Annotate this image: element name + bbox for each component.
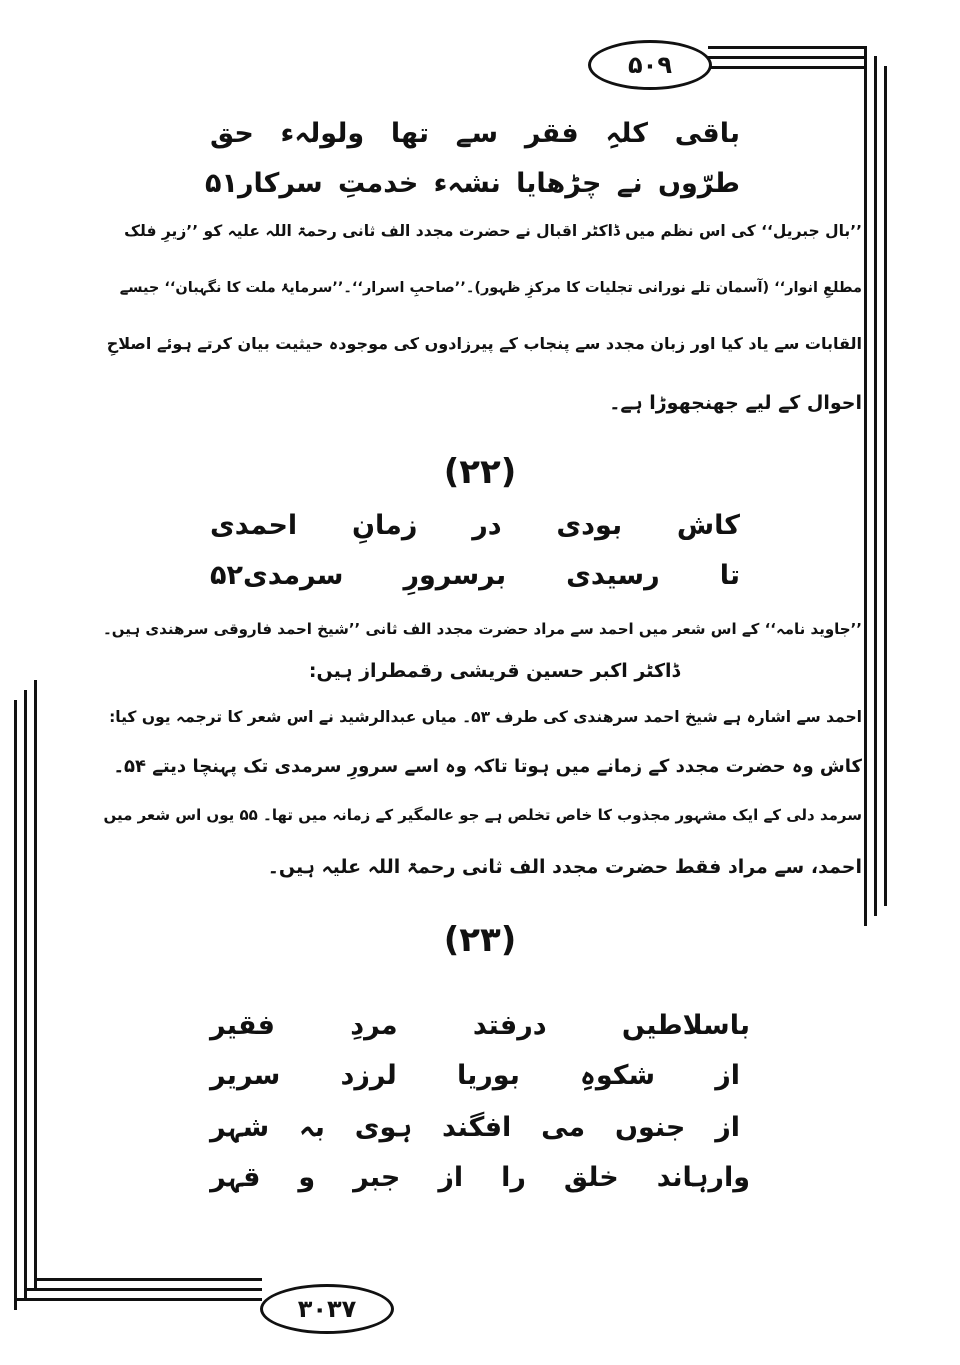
- verse-word: برسرورِ: [403, 560, 507, 591]
- verse-word: جنوں: [614, 1112, 686, 1143]
- verse-word: وارہاند: [656, 1162, 750, 1193]
- verse-word: در: [472, 510, 502, 541]
- para1-line1: ’’بال جبریل‘‘ کی اس نظم میں ڈاکٹر اقبال نے حضرت مجدد الف ثانی رحمۃ اللہ علیہ کو ’’زیرِ فلک: [124, 222, 862, 240]
- verse-word: مردِ: [350, 1010, 398, 1041]
- verse-word: باقی: [674, 118, 740, 149]
- verse-word: سے: [455, 118, 499, 149]
- frame-bottom-line-2: [24, 1288, 262, 1291]
- verse3-line3: [210, 1112, 740, 1143]
- frame-bottom-line-3: [34, 1278, 262, 1281]
- verse-word: تا: [719, 560, 740, 591]
- verse-word: طرّوں: [657, 168, 740, 199]
- frame-left-line-1: [14, 700, 17, 1310]
- frame-top-line-2: [708, 56, 866, 59]
- para2-line2: ڈاکٹر اکبر حسین قریشی رقمطراز ہیں:: [308, 660, 680, 682]
- verse-word: زمانِ: [351, 510, 418, 541]
- verse-word: از: [438, 1162, 464, 1193]
- para1-line2: مطلعِ انوار‘‘ (آسمان تلے نورانی تجلیات کا مرکزِ ظہور)۔’’صاحبِ اسرار‘‘۔’’سرمایۂ ملت کا نگہبان‘‘ جیسے: [119, 280, 862, 296]
- verse3-line2: [210, 1060, 740, 1091]
- frame-top-line-1: [708, 46, 866, 49]
- para2-line1: ’’جاوید نامہ‘‘ کے اس شعر میں احمد سے مراد حضرت مجدد الف ثانی ’’شیخ احمد فاروقی سرھندی ہیں۔: [102, 620, 862, 638]
- para2-line3: احمد سے اشارہ ہے شیخ احمد سرھندی کی طرف ۵۳۔ میاں عبدالرشید نے اس شعر کا ترجمہ یوں کیا:: [109, 708, 862, 726]
- page-number-top: ۵۰۹: [588, 40, 712, 90]
- para2-line4: کاش وہ حضرت مجدد کے زمانے میں ہوتا تاکہ وہ اسے سرورِ سرمدی تک پہنچا دیتے ۵۴۔: [113, 756, 862, 777]
- verse-word: بودی: [556, 510, 623, 541]
- verse1-line1: [210, 118, 740, 149]
- verse-word: فقر: [524, 118, 579, 149]
- verse-word: بہ: [298, 1112, 325, 1143]
- verse-word: می: [541, 1112, 586, 1143]
- verse-word: شہر: [210, 1112, 270, 1143]
- verse-word: سرمدی۵۲: [210, 560, 344, 591]
- section-heading-22: (۲۲): [443, 452, 517, 492]
- verse-word: باسلاطیں: [621, 1010, 750, 1041]
- verse-word: لرزد: [340, 1060, 397, 1091]
- verse-word: و: [298, 1162, 316, 1193]
- verse-word: حق: [210, 118, 254, 149]
- verse2-line2: [210, 560, 740, 591]
- verse-word: جبر: [353, 1162, 401, 1193]
- verse-word: سرکار۵۱: [205, 168, 323, 199]
- verse-word: خلق: [563, 1162, 619, 1193]
- verse-word: کاش: [676, 510, 740, 541]
- verse-word: احمدی: [210, 510, 298, 541]
- para1-line3: القابات سے یاد کیا اور زبان مجدد سے پنجاب کے پیرزادوں کی موجودہ حیثیت بیان کرتے ہوئے اصلاحِ: [106, 334, 862, 353]
- verse-word: تھا: [390, 118, 429, 149]
- verse1-line2: [205, 168, 740, 199]
- verse-word: فقیر: [210, 1010, 275, 1041]
- verse3-line4: [210, 1162, 750, 1193]
- verse-word: خدمتِ: [337, 168, 419, 199]
- verse3-line1: [210, 1010, 750, 1041]
- verse-word: ہوی: [354, 1112, 413, 1143]
- verse-word: افگند: [442, 1112, 512, 1143]
- para2-line6: احمد، سے مراد فقط حضرت مجدد الف ثانی رحمۃ اللہ علیہ ہیں۔: [267, 856, 862, 878]
- verse-word: سریر: [210, 1060, 281, 1091]
- frame-left-line-3: [34, 680, 37, 1290]
- verse-word: بوریا: [456, 1060, 520, 1091]
- para2-line5: سرمد دلی کے ایک مشہور مجذوب کا خاص تخلص ہے جو عالمگیر کے زمانہ میں تھا۔ ۵۵ یوں اس شعر میں: [103, 806, 862, 824]
- section-heading-23: (۲۳): [443, 920, 517, 960]
- verse-word: را: [501, 1162, 526, 1193]
- frame-left-line-2: [24, 690, 27, 1300]
- verse2-line1: [210, 510, 740, 541]
- verse-word: ولولہء: [280, 118, 365, 149]
- verse-word: رسیدی: [566, 560, 660, 591]
- verse-word: نشہء: [433, 168, 501, 199]
- verse-word: نے: [616, 168, 643, 199]
- verse-word: از: [715, 1060, 740, 1091]
- verse-word: کلہِ: [605, 118, 648, 149]
- verse-word: چڑھایا: [516, 168, 602, 199]
- verse-word: شکوہِ: [580, 1060, 656, 1091]
- frame-top-line-3: [708, 66, 866, 69]
- verse-word: درفتد: [472, 1010, 547, 1041]
- page-number-bottom: ۳۰۳۷: [260, 1284, 394, 1334]
- verse-word: از: [715, 1112, 740, 1143]
- verse-word: قہر: [210, 1162, 261, 1193]
- frame-bottom-line-1: [14, 1298, 262, 1301]
- para1-line4: احوال کے لیے جھنجھوڑا ہے۔: [609, 392, 862, 414]
